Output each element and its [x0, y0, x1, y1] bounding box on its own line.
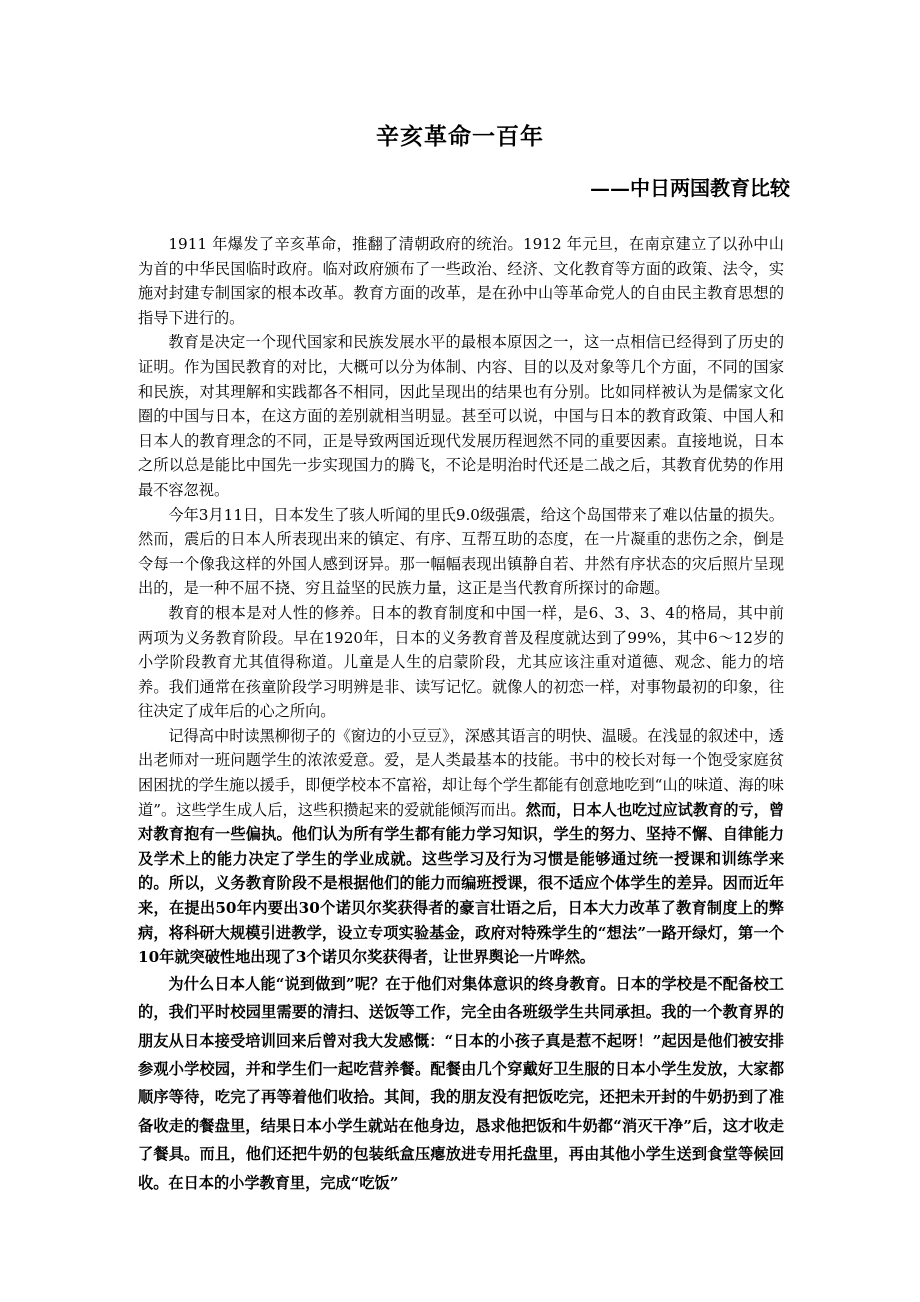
paragraph-3: 今年3月11日，日本发生了骇人听闻的里氏9.0级强震，给这个岛国带来了难以估量的损失。然而，震后的日本人所表现出来的镇定、有序、互帮互助的态度，在一片凝重的悲伤之余，倒是令每一个像我这样的外国人感到讶异。那一幅幅表现出镇静自若、井然有序状态的灾后照片呈现出的，是一种不屈不挠、穷且益坚的民族力量，这正是当代教育所探讨的命题。 [138, 505, 784, 598]
paragraph-5 [138, 724, 784, 970]
paragraph-5-bold-text: 然而，日本人也吃过应试教育的亏，曾对教育抱有一些偏执。他们认为所有学生都有能力学习知识，学生的努力、坚持不懈、自律能力及学术上的能力决定了学生的学业成就。这些学习及行为习惯是能够通过统一授课和训练学来的。所以，义务教育阶段不是根据他们的能力而编班授课，很不适应个体学生的差异。因而近年来，在提出50年内要出30个诺贝尔奖获得者的豪言壮语之后，日本大力改革了教育制度上的弊病，将科研大规模引进教学，设立专项实验基金，政府对特殊学生的“想法”一路开绿灯，第一个10年就突破性地出现了3个诺贝尔奖获得者，让世界舆论一片哗然。 [138, 800, 785, 967]
paragraph-2: 教育是决定一个现代国家和民族发展水平的最根本原因之一，这一点相信已经得到了历史的证明。作为国民教育的对比，大概可以分为体制、内容、目的以及对象等几个方面，不同的国家和民族，对其理解和实践都各不相同，因此呈现出的结果也有分别。比如同样被认为是儒家文化圈的中国与日本，在这方面的差别就相当明显。甚至可以说，中国与日本的教育政策、中国人和日本人的教育理念的不同，正是导致两国近现代发展历程迥然不同的重要因素。直接地说，日本之所以总是能比中国先一步实现国力的腾飞，不论是明治时代还是二战之后，其教育优势的作用最不容忽视。 [138, 333, 784, 499]
document-title: 辛亥革命一百年 [376, 123, 544, 150]
document-body [138, 232, 784, 1197]
paragraph-5-text: 记得高中时读黑柳彻子的《窗边的小豆豆》，深感其语言的明快、温暖。在浅显的叙述中，透出老师对一班问题学生的浓浓爱意。爱，是人类最基本的技能。书中的校长对每一个饱受家庭贫困困扰的学生施以援手，即便学校本不富裕，却让每个学生都能有创意地吃到“山的味道、海的味道”。这些学生成人后，这些积攒起来的爱就能倾泻而出。 [138, 726, 784, 819]
paragraph-6: 为什么日本人能“说到做到”呢？在于他们对集体意识的终身教育。日本的学校是不配备校工的，我们平时校园里需要的清扫、送饭等工作，完全由各班级学生共同承担。我的一个教育界的朋友从日本接受培训回来后曾对我大发感慨：“日本的小孩子真是惹不起呀！”起因是他们被安排参观小学校园，并和学生们一起吃营养餐。配餐由几个穿戴好卫生服的日本小学生发放，大家都顺序等待，吃完了再等着他们收拾。其间，我的朋友没有把饭吃完，还把未开封的牛奶扔到了准备收走的餐盘里，结果日本小学生就站在他身边，恳求他把饭和牛奶都“消灭干净”后，这才收走了餐具。而且，他们还把牛奶的包装纸盒压瘪放进专用托盘里，再由其他小学生送到食堂等候回收。在日本的小学教育里，完成“吃饭” [138, 974, 784, 1192]
paragraph-4: 教育的根本是对人性的修养。日本的教育制度和中国一样，是6、3、3、4的格局，其中前两项为义务教育阶段。早在1920年，日本的义务教育普及程度就达到了99%，其中6～12岁的小学阶段教育尤其值得称道。儿童是人生的启蒙阶段，尤其应该注重对道德、观念、能力的培养。我们通常在孩童阶段学习明辨是非、读写记忆。就像人的初恋一样，对事物最初的印象，往往决定了成年后的心之所向。 [138, 603, 784, 721]
document-subtitle: ——中日两国教育比较 [590, 176, 790, 200]
paragraph-1: 1911 年爆发了辛亥革命，推翻了清朝政府的统治。1912 年元旦，在南京建立了以孙中山为首的中华民国临时政府。临对政府颁布了一些政治、经济、文化教育等方面的政策、法令，实施对封建专制国家的根本改革。教育方面的改革，是在孙中山等革命党人的自由民主教育思想的指导下进行的。 [138, 235, 784, 327]
